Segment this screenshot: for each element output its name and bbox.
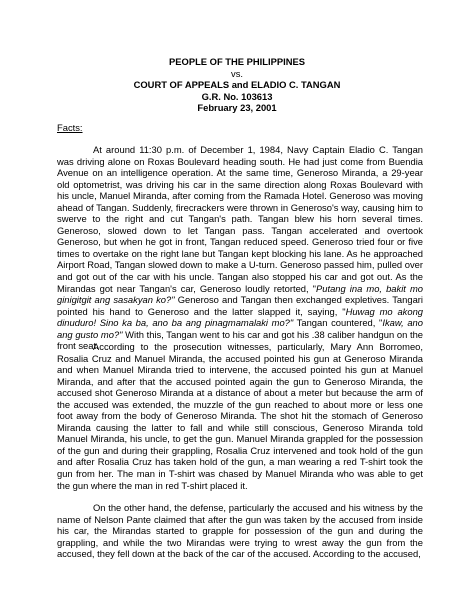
p1-quote-2: Huwag mo akong dinuduro! Sino ka ba, ano ba ang pinagmamalaki mo?" [57, 305, 423, 329]
p1-quote-3: Ikaw, ano ang gusto mo?" [57, 317, 423, 340]
p1-text-g: With this, Tangan went to his car and got his .38 caliber handgun on the front seat. [57, 328, 424, 352]
facts-paragraph-1 [57, 144, 423, 352]
p1-quote-1: Putang ina mo, bakit mo ginigitgit ang sasakyan ko?" [57, 282, 423, 306]
facts-heading: Facts: [57, 122, 83, 133]
p1-text-a: At around 11:30 p.m. of December 1, 1984, Navy Captain Eladio C. Tangan was driving alone on Roxas Boulevard heading south. He had just come from Buendia Avenue on an intelligence operation. At the same time, Generoso Miranda, a 29-year old optometrist, was driving his car in the same direction along Roxas Boulevard with his uncle, Manuel Miranda, after coming from the Ramada Hotel. Generoso was moving ahead of Tangan. Suddenly, firecrackers were thrown in Generoso's way, causing him to swerve to the right and cut Tangan's path. Tangan blew his horn several times. Generoso, slowed down to let Tangan pass. Tangan accelerated and overtook Generoso, but when he got in front, Tangan reduced speed. Generoso tried four or five times to overtake on the right lane but Tangan kept blocking his lane. As he approached Airport Road, Tangan slowed down to make a U-turn. Generoso passed him, pulled over and got out of the car with his uncle. Tangan also stopped his car and got out. As the Mirandas got near Tangan's car, Generoso loudly retorted, " [57, 144, 423, 294]
case-versus: vs. [231, 67, 243, 79]
case-date: February 23, 2001 [197, 102, 277, 113]
case-party-defendant: COURT OF APPEALS and ELADIO C. TANGAN [133, 79, 341, 90]
p1-text-e: Tangan countered, " [293, 317, 383, 329]
case-caption [0, 56, 474, 114]
facts-paragraph-2: According to the prosecution witnesses, particularly, Mary Ann Borromeo, Rosalia Cruz and Manuel Miranda, the accused pointed his gun at Generoso Miranda and when Manuel Miranda tried to intervene, the accused pointed his gun at Manuel Miranda, and after that the accused pointed again the gun to Generoso Miranda, the accused shot Generoso Miranda at a distance of about a meter but because the arm of the accused was extended, the muzzle of the gun reached to about more or less one foot away from the body of Generoso Miranda. The shot hit the stomach of Generoso Miranda causing the latter to fall and while still conscious, Generoso Miranda told Manuel Miranda, his uncle, to get the gun. Manuel Miranda grappled for the possession of the gun and during their grappling, Rosalia Cruz intervened and took hold of the gun and after Rosalia Cruz has taken hold of the gun, a man wearing a red T-shirt took the gun from her. The man in T-shirt was chased by Manuel Miranda who was able to get the gun where the man in red T-shirt placed it. [57, 341, 423, 491]
facts-paragraph-3: On the other hand, the defense, particularly the accused and his witness by the name of Nelson Pante claimed that after the gun was taken by the accused from inside his car, the Mirandas started to grapple for possession of the gun and during the grappling, and while the two Mirandas were trying to wrest away the gun from the accused, they fell down at the back of the car of the accused. According to the accused, [57, 502, 423, 560]
case-party-plaintiff: PEOPLE OF THE PHILIPPINES [169, 56, 305, 67]
p1-text-c: Generoso and Tangan then exchanged expletives. Tangari pointed his hand to Generoso and the latter slapped it, saying, " [57, 294, 423, 317]
case-number: G.R. No. 103613 [201, 90, 273, 102]
